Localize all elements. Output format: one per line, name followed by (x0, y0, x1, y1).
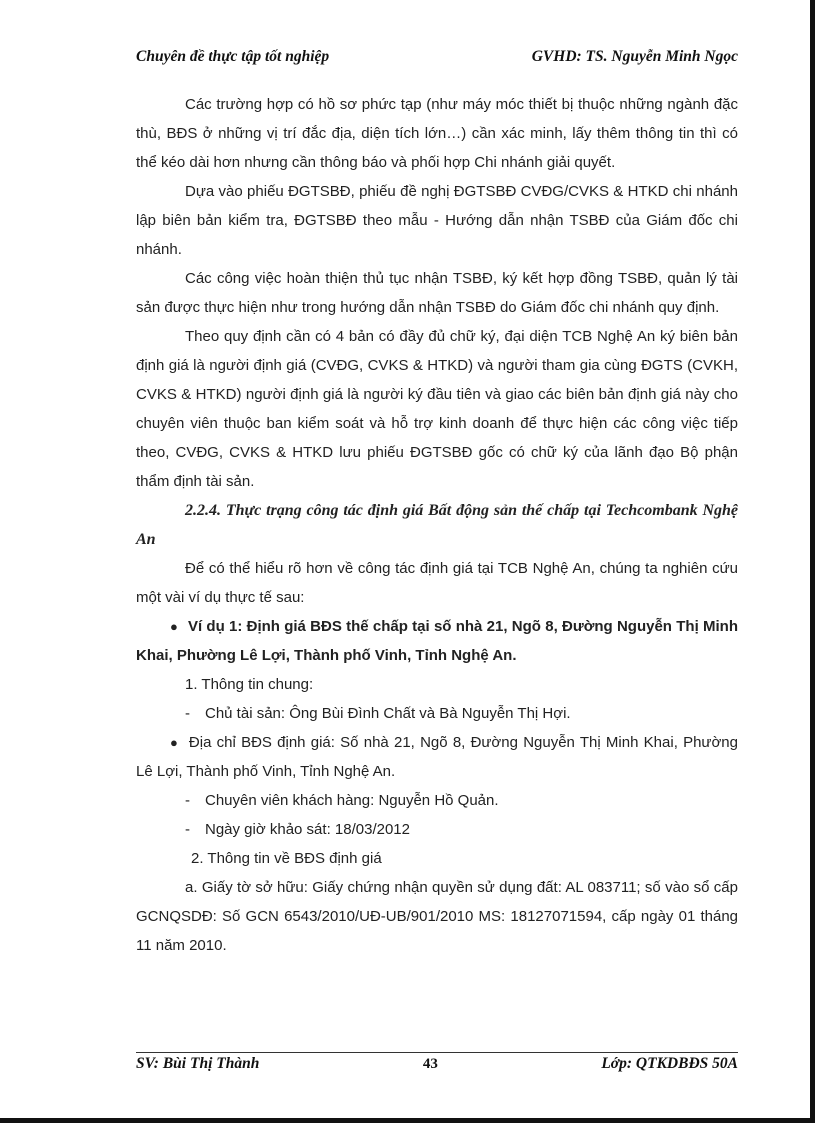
footer-divider (136, 1052, 738, 1053)
footer-student: SV: Bùi Thị Thành (136, 1055, 260, 1072)
section-heading: 2.2.4. Thực trạng công tác định giá Bất động sản thế chấp tại Techcombank Nghệ An (136, 502, 738, 548)
general-info-label: 1. Thông tin chung: (185, 676, 314, 693)
paragraph-procedures: Các công việc hoàn thiện thủ tục nhận TSBĐ, ký kết hợp đồng TSBĐ, quản lý tài sản được thực hiện như trong hướng dẫn nhận TSBĐ do Giám đốc chi nhánh quy định. (136, 270, 738, 316)
header-title: Chuyên đề thực tập tốt nghiệp (136, 48, 330, 65)
header-supervisor: GVHD: TS. Nguyễn Minh Ngọc (531, 48, 738, 65)
property-info-label: 2. Thông tin về BĐS định giá (191, 850, 382, 867)
dash-icon: - (185, 821, 190, 838)
address-line (136, 728, 738, 786)
example-1-text: Ví dụ 1: Định giá BĐS thế chấp tại số nhà 21, Ngõ 8, Đường Nguyễn Thị Minh Khai, Phường Lê Lợi, Thành phố Vinh, Tỉnh Nghệ An. (136, 618, 738, 664)
paragraph-complex-cases: Các trường hợp có hồ sơ phức tạp (như máy móc thiết bị thuộc những ngành đặc thù, BĐS ở những vị trí đắc địa, diện tích lớn…) cần xác minh, lấy thêm thông tin thì có thể kéo dài hơn nhưng cần thông báo và phối hợp Chi nhánh giải quyết. (136, 96, 738, 171)
survey-date-line (136, 815, 738, 844)
paragraph-intro-examples: Để có thể hiểu rõ hơn về công tác định giá tại TCB Nghệ An, chúng ta nghiên cứu một vài ví dụ thực tế sau: (136, 560, 738, 606)
owner-line (136, 699, 738, 728)
page-number: 43 (422, 1056, 438, 1072)
address-text: Địa chỉ BĐS định giá: Số nhà 21, Ngõ 8, Đường Nguyễn Thị Minh Khai, Phường Lê Lợi, Thành phố Vinh, Tỉnh Nghệ An. (136, 734, 738, 780)
dash-icon: - (185, 705, 190, 722)
example-1-title (136, 612, 738, 670)
bullet-icon: ● (170, 735, 179, 750)
document-body (136, 90, 738, 960)
paragraph-ownership-docs: a. Giấy tờ sở hữu: Giấy chứng nhận quyền sử dụng đất: AL 083711; số vào sổ cấp GCNQSDĐ: Số GCN 6543/2010/UĐ-UB/901/2010 MS: 18127071594, cấp ngày 01 tháng 11 năm 2010. (136, 879, 738, 954)
bullet-icon: ● (170, 619, 178, 634)
owner-text: Chủ tài sản: Ông Bùi Đình Chất và Bà Nguyễn Thị Hợi. (205, 705, 571, 722)
paragraph-signatures: Theo quy định cần có 4 bản có đầy đủ chữ ký, đại diện TCB Nghệ An ký biên bản định giá là người định giá (CVĐG, CVKS & HTKD) và người tham gia cùng ĐGTS (CVKH, CVKS & HTKD) người định giá là người ký đầu tiên và giao các biên bản định giá này cho chuyên viên thuộc ban kiểm soát và hỗ trợ kinh doanh để thực hiện các công việc tiếp theo, CVĐG, CVKS & HTKD lưu phiếu ĐGTSBĐ gốc có chữ ký của lãnh đạo Bộ phận thẩm định tài sản. (136, 328, 738, 490)
survey-date-text: Ngày giờ khảo sát: 18/03/2012 (205, 821, 410, 838)
page-footer (136, 1055, 738, 1073)
paragraph-valuation-form: Dựa vào phiếu ĐGTSBĐ, phiếu đề nghị ĐGTSBĐ CVĐG/CVKS & HTKD chi nhánh lập biên bản kiểm tra, ĐGTSBĐ theo mẫu - Hướng dẫn nhận TSBĐ của Giám đốc chi nhánh. (136, 183, 738, 258)
footer-class: Lớp: QTKDBĐS 50A (601, 1055, 738, 1072)
page-header (136, 48, 738, 66)
specialist-text: Chuyên viên khách hàng: Nguyễn Hồ Quản. (205, 792, 499, 809)
specialist-line (136, 786, 738, 815)
dash-icon: - (185, 792, 190, 809)
